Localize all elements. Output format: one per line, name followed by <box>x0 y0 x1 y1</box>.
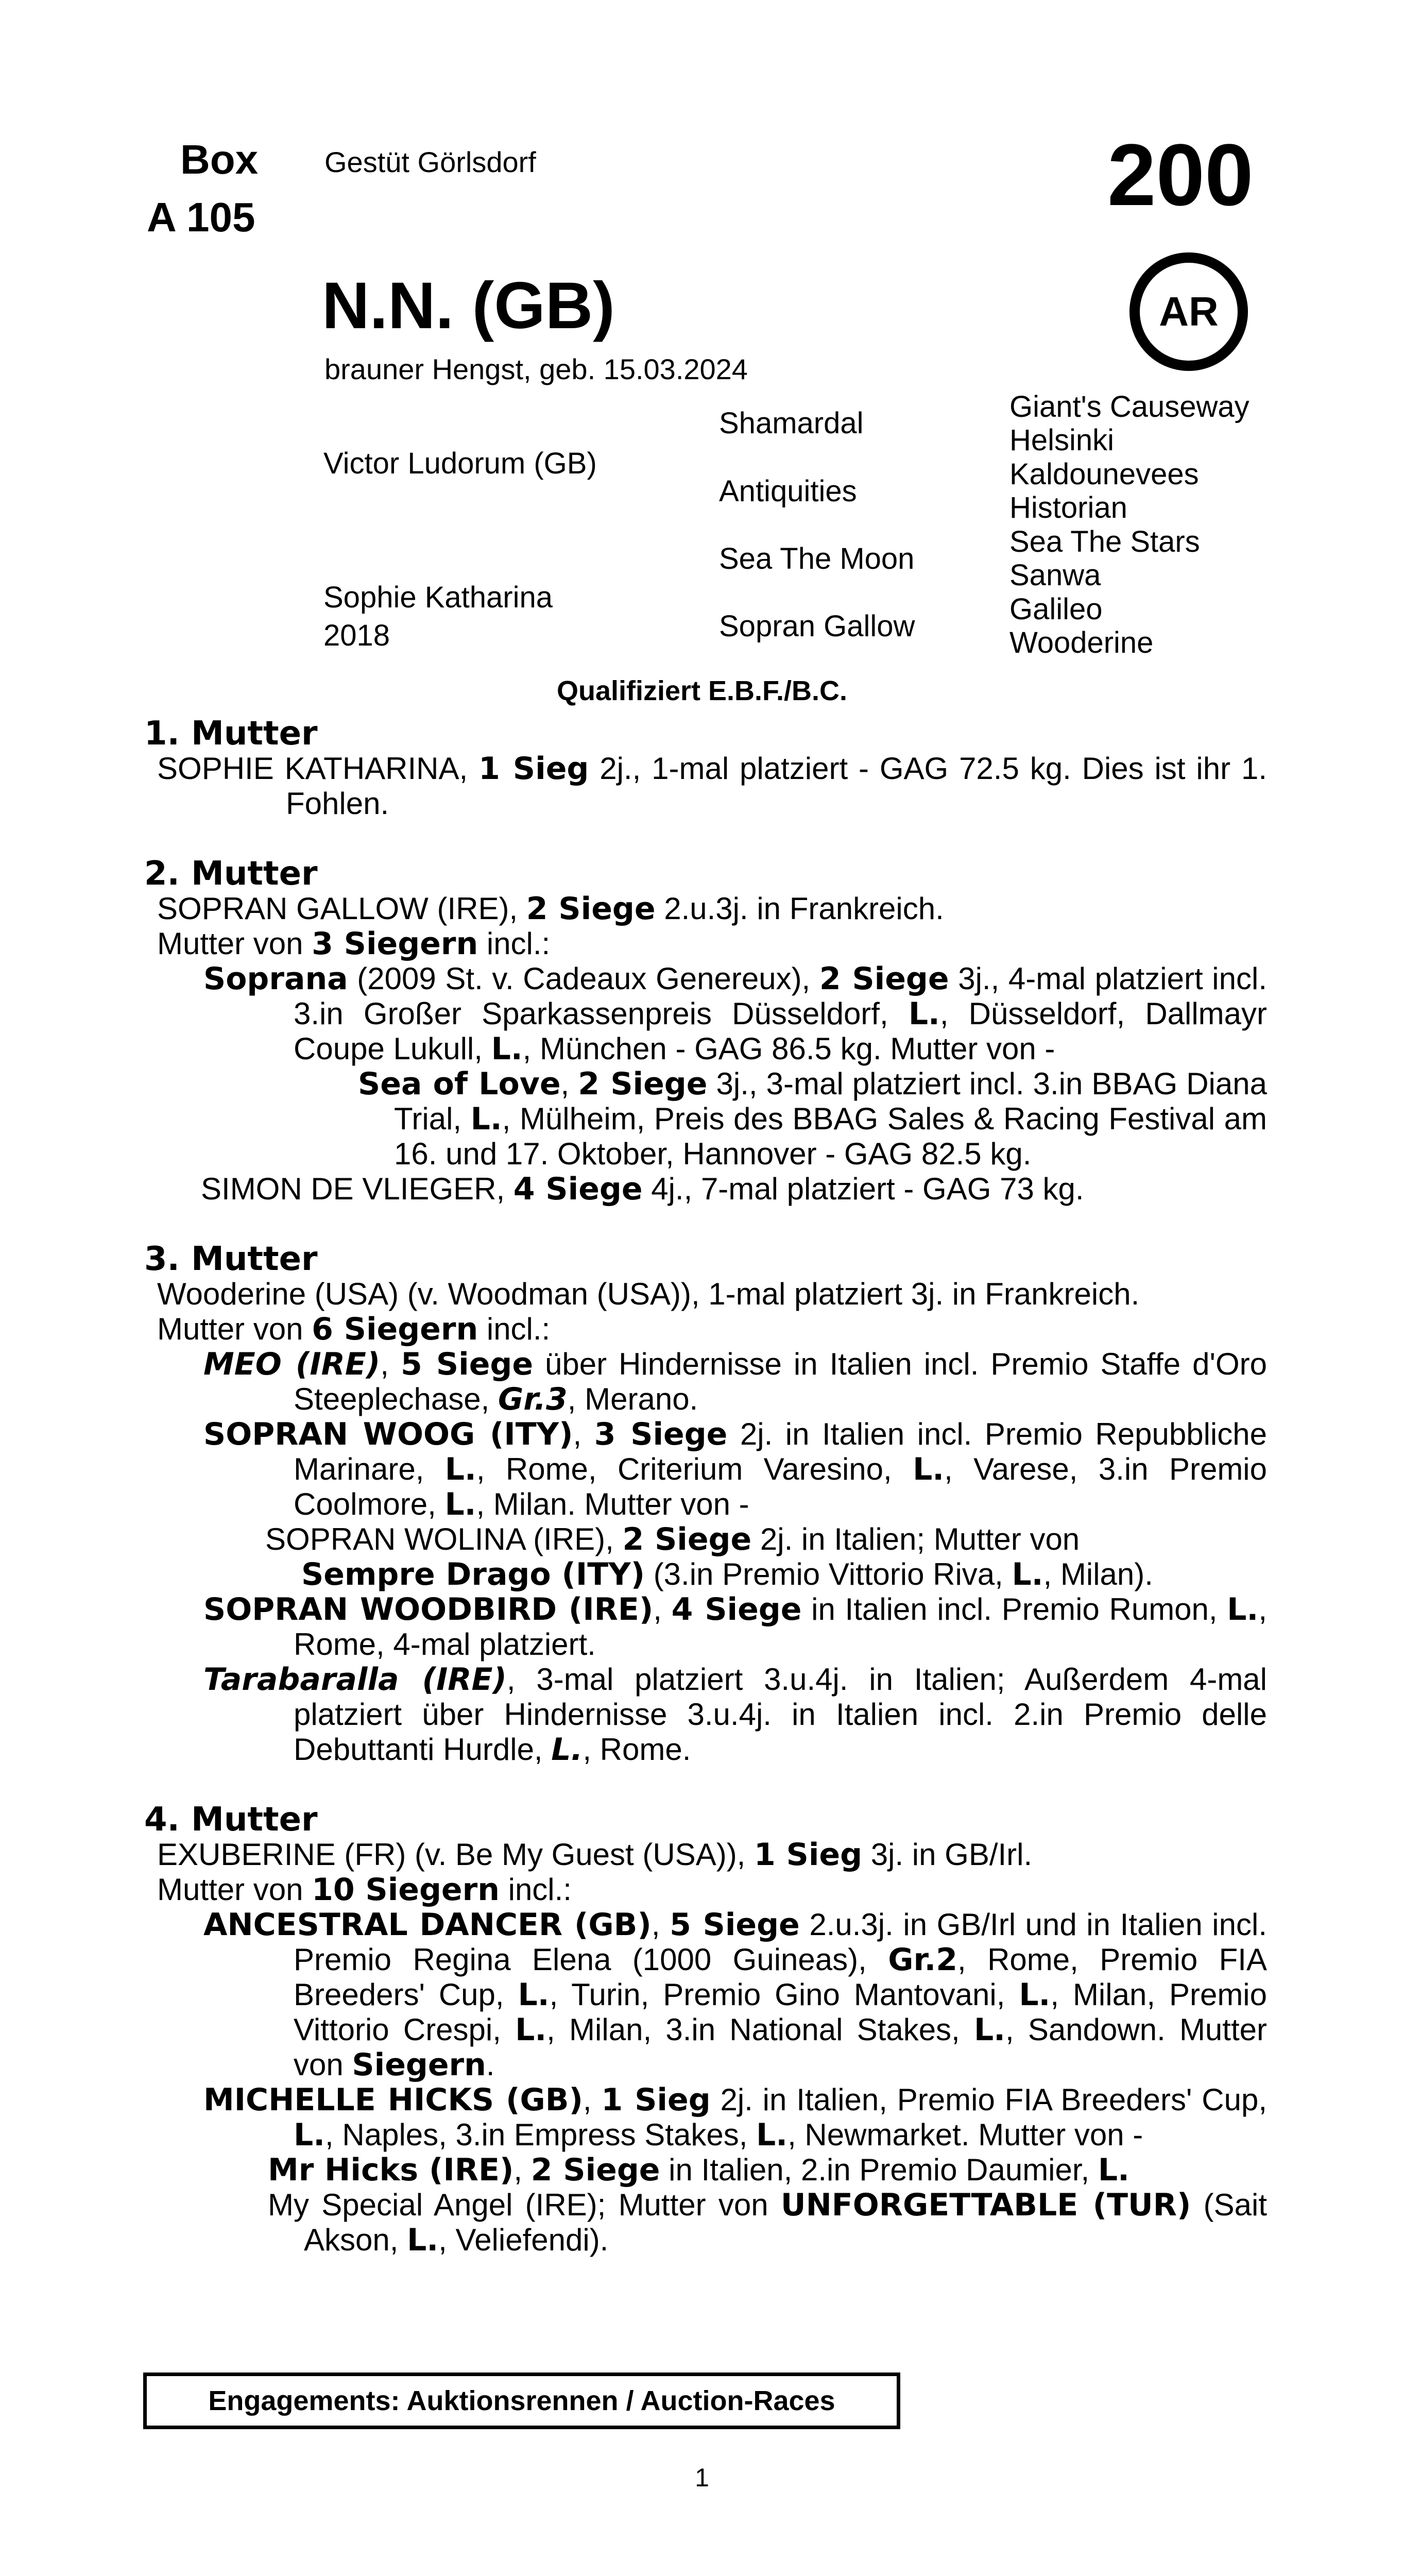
text: 2.u.3j. in Frankreich. <box>655 891 944 926</box>
pedigree-grandparent: Sopran Gallow <box>719 609 915 643</box>
wins: 3 Siege <box>594 1416 728 1452</box>
text: incl.: <box>478 926 551 961</box>
text: 2j. in Italien; Mutter von <box>751 1522 1080 1556</box>
section-heading-2: 2. Mutter <box>144 855 318 893</box>
group: Gr.2 <box>888 1942 958 1978</box>
text: , <box>560 1066 578 1101</box>
text: 2.u.3j. in GB/Irl und in Italien incl. Premio Regina Elena (1000 Guineas), <box>294 1907 1267 1977</box>
wins: 2 Siege <box>526 891 656 927</box>
horse-name: Sea of Love <box>358 1066 561 1102</box>
wins: 1 Sieg <box>601 2082 711 2118</box>
pedigree-grandparent: Antiquities <box>719 474 857 508</box>
qualification: Qualifiziert E.B.F./B.C. <box>556 675 848 706</box>
pedigree-great-grandparent: Sanwa <box>1009 558 1101 592</box>
horse-name: MEO (IRE) <box>203 1346 381 1382</box>
horse-name: N.N. (GB) <box>322 269 615 343</box>
pedigree-body <box>144 716 1267 2258</box>
text: SIMON DE VLIEGER, <box>201 1172 513 1206</box>
pedigree-grandparent: Shamardal <box>719 406 864 440</box>
horse-name: SOPRAN WOODBIRD (IRE) <box>203 1591 654 1628</box>
text: SOPRAN WOLINA (IRE), <box>265 1522 623 1556</box>
listed: L. <box>444 1486 476 1522</box>
text: (3.in Premio Vittorio Riva, <box>645 1557 1012 1591</box>
stud-name: Gestüt Görlsdorf <box>324 146 536 178</box>
text: , Merano. <box>567 1382 698 1416</box>
text: incl.: <box>499 1872 572 1907</box>
text: . <box>486 2047 495 2082</box>
listed: L. <box>908 996 940 1032</box>
horse-name: Tarabaralla (IRE) <box>203 1662 507 1698</box>
winners: 10 Siegern <box>312 1872 500 1908</box>
listed: L. <box>491 1031 523 1067</box>
listed: L. <box>913 1451 945 1487</box>
listed: L. <box>1019 1977 1051 2013</box>
wins: 1 Sieg <box>754 1837 863 1873</box>
text: , <box>380 1347 401 1381</box>
text: 2j. in Italien incl. Premio Repubbliche Marinare, <box>294 1417 1267 1486</box>
produce-entry-sopran-woog <box>203 1417 1267 1522</box>
pedigree-sire: Victor Ludorum (GB) <box>323 447 597 480</box>
section-heading-3: 3. Mutter <box>144 1240 318 1278</box>
text: 2j., 1-mal platziert - GAG 72.5 kg. Dies ist ihr 1. Fohlen. <box>286 751 1267 821</box>
pedigree-dam-year: 2018 <box>323 619 390 652</box>
page-number: 1 <box>695 2463 709 2492</box>
produce-entry-ancestral-dancer <box>203 1907 1267 2082</box>
text: 2j. in Italien, Premio FIA Breeders' Cup, <box>710 2082 1267 2117</box>
text: 3j. in GB/Irl. <box>862 1837 1033 1872</box>
text: , Varese, 3.in Premio Coolmore, <box>294 1452 1268 1521</box>
fourth-dam-produce-line <box>157 1872 1267 1907</box>
box-label: Box <box>180 137 259 182</box>
listed: L. <box>515 2012 547 2048</box>
text: über Hindernisse in Italien incl. Premio Staffe d'Oro Steeplechase, <box>294 1347 1267 1416</box>
text: , Rome, 4-mal platziert. <box>294 1592 1267 1662</box>
section-heading-1: 1. Mutter <box>144 715 318 753</box>
text: Mutter von <box>157 926 312 961</box>
wins: 1 Sieg <box>478 751 589 787</box>
pedigree-dam: Sophie Katharina <box>323 581 553 614</box>
group: Gr.3 <box>498 1381 568 1417</box>
pedigree-great-grandparent: Helsinki <box>1009 423 1115 457</box>
listed: L. <box>756 2117 788 2153</box>
produce-entry-sempre-drago <box>301 1557 1267 1592</box>
horse-name: Sempre Drago (ITY) <box>301 1556 645 1592</box>
pedigree-great-grandparent: Kaldounevees <box>1009 457 1199 491</box>
text: , Naples, 3.in Empress Stakes, <box>325 2117 757 2152</box>
listed: L. <box>973 2012 1005 2048</box>
engagements-box: Engagements: Auktionsrennen / Auction-Races <box>143 2372 900 2429</box>
text: (2009 St. v. Cadeaux Genereux), <box>348 961 819 996</box>
text: Mutter von <box>157 1312 312 1346</box>
first-dam-entry <box>157 751 1267 821</box>
fourth-dam-entry <box>157 1837 1267 1872</box>
text: EXUBERINE (FR) (v. Be My Guest (USA)), <box>157 1837 755 1872</box>
text: , Rome, Premio FIA Breeders' Cup, <box>294 1942 1267 2012</box>
winners: 3 Siegern <box>312 926 478 962</box>
text: , Rome, Criterium Varesino, <box>476 1452 913 1486</box>
second-dam-entry <box>157 891 1267 926</box>
text: , <box>651 1907 670 1942</box>
produce-entry-soprana <box>203 961 1267 1066</box>
second-dam-produce-line <box>157 926 1267 961</box>
horse-name: MICHELLE HICKS (GB) <box>203 2082 583 2118</box>
text: in Italien, 2.in Premio Daumier, <box>660 2153 1098 2187</box>
wins: 5 Siege <box>670 1907 800 1943</box>
text: , <box>573 1417 594 1451</box>
text: , 3-mal platziert 3.u.4j. in Italien; Außerdem 4-mal platziert über Hindernisse 3.u.4j. in Italien incl. 2.in Premio delle Debuttanti Hurdle, <box>294 1662 1267 1767</box>
produce-entry-michelle-hicks <box>203 2082 1267 2153</box>
winners: Siegern <box>352 2047 486 2083</box>
text: , Sandown. Mutter von <box>294 2012 1267 2082</box>
produce-entry-mr-hicks <box>268 2153 1267 2188</box>
wins: 4 Siege <box>513 1171 643 1207</box>
horse-name: Soprana <box>203 961 348 997</box>
text: , <box>653 1592 672 1626</box>
produce-entry-sopran-wolina <box>265 1522 1267 1557</box>
third-dam-produce-line <box>157 1312 1267 1347</box>
lot-number: 200 <box>1107 126 1254 224</box>
listed: L. <box>551 1732 583 1768</box>
text: My Special Angel (IRE); Mutter von <box>268 2188 781 2222</box>
text: , Turin, Premio Gino Mantovani, <box>549 1977 1019 2012</box>
ar-badge: AR <box>1129 252 1248 371</box>
text: , Veliefendi). <box>438 2223 609 2257</box>
produce-entry-sopran-woodbird <box>203 1592 1267 1662</box>
winners: 6 Siegern <box>312 1311 478 1347</box>
text: 4j., 7-mal platziert - GAG 73 kg. <box>642 1172 1084 1206</box>
text: 3j., 3-mal platziert incl. 3.in BBAG Diana Trial, <box>394 1066 1267 1136</box>
listed: L. <box>444 1451 476 1487</box>
produce-entry-tarabaralla <box>203 1662 1267 1767</box>
text: , Mülheim, Preis des BBAG Sales & Racing Festival am 16. und 17. Oktober, Hannover - GAG 82.5 kg. <box>394 1101 1267 1171</box>
text: , Düsseldorf, Dallmayr Coupe Lukull, <box>294 996 1268 1066</box>
text: , Milan, 3.in National Stakes, <box>546 2012 974 2047</box>
pedigree-great-grandparent: Galileo <box>1009 592 1103 626</box>
pedigree-great-grandparent: Historian <box>1009 491 1127 524</box>
text: , Milan). <box>1043 1557 1153 1591</box>
produce-entry-simon <box>201 1172 1267 1207</box>
listed: L. <box>470 1101 502 1137</box>
text: , <box>583 2082 602 2117</box>
horse-name: ANCESTRAL DANCER (GB) <box>203 1907 652 1943</box>
wins: 2 Siege <box>530 2152 660 2188</box>
text: , Milan. Mutter von - <box>476 1487 749 1521</box>
wins: 5 Siege <box>400 1346 534 1382</box>
horse-description: brauner Hengst, geb. 15.03.2024 <box>324 353 748 385</box>
text: SOPHIE KATHARINA, <box>157 751 479 786</box>
produce-entry-sea-of-love <box>358 1066 1267 1172</box>
text: incl.: <box>478 1312 551 1346</box>
text: , München - GAG 86.5 kg. Mutter von - <box>522 1031 1055 1066</box>
listed: L. <box>1012 1556 1043 1592</box>
text: , Rome. <box>583 1732 691 1767</box>
listed: L. <box>1098 2152 1129 2188</box>
text: Mutter von <box>157 1872 312 1907</box>
horse-name: SOPRAN WOOG (ITY) <box>203 1416 573 1452</box>
listed: L. <box>518 1977 550 2013</box>
pedigree-grandparent: Sea The Moon <box>719 542 915 575</box>
pedigree-great-grandparent: Sea The Stars <box>1009 525 1200 558</box>
pedigree-great-grandparent: Wooderine <box>1009 626 1154 659</box>
produce-entry-my-special-angel <box>268 2188 1267 2258</box>
horse-name: Mr Hicks (IRE) <box>268 2152 514 2188</box>
text: 3j., 4-mal platziert incl. 3.in Großer Sparkassenpreis Düsseldorf, <box>294 961 1267 1031</box>
text: SOPRAN GALLOW (IRE), <box>157 891 526 926</box>
section-heading-4: 4. Mutter <box>144 1801 318 1839</box>
pedigree-great-grandparent: Giant's Causeway <box>1009 390 1249 423</box>
text: , Milan, Premio Vittorio Crespi, <box>294 1977 1267 2047</box>
wins: 4 Siege <box>671 1591 802 1628</box>
text: , <box>513 2153 531 2187</box>
text: in Italien incl. Premio Rumon, <box>801 1592 1227 1626</box>
horse-name: UNFORGETTABLE (TUR) <box>780 2187 1191 2223</box>
third-dam-entry: Wooderine (USA) (v. Woodman (USA)), 1-mal platziert 3j. in Frankreich. <box>157 1277 1140 1311</box>
wins: 2 Siege <box>819 961 949 997</box>
wins: 2 Siege <box>622 1521 752 1557</box>
listed: L. <box>407 2222 439 2258</box>
text: (Sait Akson, <box>304 2188 1267 2257</box>
produce-entry-meo <box>203 1347 1267 1417</box>
box-number: A 105 <box>147 194 255 240</box>
listed: L. <box>1227 1591 1259 1628</box>
wins: 2 Siege <box>578 1066 708 1102</box>
text: , Newmarket. Mutter von - <box>787 2117 1143 2152</box>
listed: L. <box>294 2117 326 2153</box>
